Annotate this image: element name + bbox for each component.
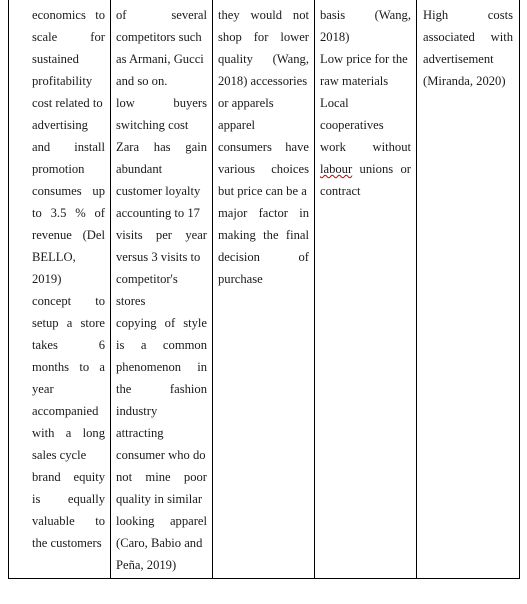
table-cell-column-1 — [9, 0, 111, 578]
cell-text-line: takes 6 — [32, 338, 105, 352]
cell-text-line: accounting to 17 — [116, 206, 200, 220]
cell-text-line: contract — [320, 184, 361, 198]
cell-text-line: accompanied — [32, 404, 99, 418]
cell-text-line: profitability — [32, 74, 93, 88]
cell-text-line: quality in similar — [116, 492, 203, 506]
cell-text-line: switching cost — [116, 118, 189, 132]
cell-text-line: 2019) — [32, 272, 62, 286]
cell-text-line: valuable to — [32, 514, 105, 528]
cell-text-line: basis (Wang, — [320, 8, 411, 22]
cell-text-line: advertising — [32, 118, 88, 132]
cell-text-line: work without — [320, 140, 411, 154]
cell-text-line: not mine poor — [116, 470, 207, 484]
comparison-table — [8, 0, 520, 579]
cell-text-line: but price can be a — [218, 184, 307, 198]
cell-text-line: consumer who do — [116, 448, 206, 462]
cell-text-line: quality (Wang, — [218, 52, 309, 66]
cell-text-line: Local — [320, 96, 349, 110]
cell-text-line: Peña, 2019) — [116, 558, 177, 572]
cell-text-line: BELLO, — [32, 250, 76, 264]
cell-text-line: revenue (Del — [32, 228, 105, 242]
cell-text-line: the customers — [32, 536, 102, 550]
cell-text-line: year — [32, 382, 54, 396]
table-cell-column-4 — [315, 0, 417, 578]
cell-text-line: sustained — [32, 52, 79, 66]
cell-text-line: 2018) accessories — [218, 74, 308, 88]
cell-text-line: labour unions or — [320, 162, 411, 176]
cell-text-line: and install — [32, 140, 105, 154]
cell-text-line: or apparels — [218, 96, 274, 110]
spellcheck-underlined-word: labour — [320, 162, 353, 176]
cell-text-line: is equally — [32, 492, 105, 506]
cell-text-line: competitor's — [116, 272, 178, 286]
cell-text-line: industry — [116, 404, 158, 418]
cell-text-line: sales cycle — [32, 448, 87, 462]
cell-text-line: low buyers — [116, 96, 207, 110]
cell-text-line: decision of — [218, 250, 309, 264]
cell-text-line: is a common — [116, 338, 207, 352]
cell-text-line: to 3.5 % of — [32, 206, 105, 220]
cell-text-line: Low price for the — [320, 52, 408, 66]
cell-text-line: making the final — [218, 228, 309, 242]
cell-text-line: various choices — [218, 162, 309, 176]
cell-text-line: (Caro, Babio and — [116, 536, 203, 550]
cell-text-line: scale for — [32, 30, 105, 44]
cell-text-line: promotion — [32, 162, 85, 176]
cell-text-line: apparel — [218, 118, 256, 132]
cell-text-line: High costs — [423, 8, 513, 22]
cell-text-line: 2018) — [320, 30, 350, 44]
cell-text-line: cooperatives — [320, 118, 384, 132]
cell-text-line: consumes up — [32, 184, 105, 198]
cell-text-line: advertisement — [423, 52, 494, 66]
cell-text-line: customer loyalty — [116, 184, 201, 198]
table-cell-column-3 — [213, 0, 315, 578]
cell-text-line: copying of style — [116, 316, 207, 330]
cell-text-line: visits per year — [116, 228, 207, 242]
cell-text-line: and so on. — [116, 74, 168, 88]
cell-text-line: raw materials — [320, 74, 389, 88]
cell-text-line: abundant — [116, 162, 163, 176]
cell-text-line: versus 3 visits to — [116, 250, 201, 264]
cell-text-line: competitors such — [116, 30, 202, 44]
cell-text-line: phenomenon in — [116, 360, 207, 374]
cell-text-line: of several — [116, 8, 207, 22]
cell-text-line: concept to — [32, 294, 105, 308]
cell-text-line: looking apparel — [116, 514, 207, 528]
cell-text-line: setup a store — [32, 316, 105, 330]
cell-text-line: major factor in — [218, 206, 309, 220]
cell-text-line: economics to — [32, 8, 105, 22]
table-cell-column-5 — [417, 0, 519, 578]
cell-text-line: Zara has gain — [116, 140, 207, 154]
cell-text-line: stores — [116, 294, 146, 308]
cell-text-line: the fashion — [116, 382, 207, 396]
cell-text-line: cost related to — [32, 96, 103, 110]
cell-text-line: purchase — [218, 272, 263, 286]
cell-text-line: shop for lower — [218, 30, 309, 44]
cell-text-line: brand equity — [32, 470, 105, 484]
cell-text-line: consumers have — [218, 140, 309, 154]
cell-text-line: attracting — [116, 426, 164, 440]
cell-text-line: months to a — [32, 360, 105, 374]
table-cell-column-2 — [111, 0, 213, 578]
cell-text-line: with a long — [32, 426, 105, 440]
cell-text-line: (Miranda, 2020) — [423, 74, 506, 88]
cell-text-line: associated with — [423, 30, 513, 44]
cell-text-line: as Armani, Gucci — [116, 52, 204, 66]
cell-text-line: they would not — [218, 8, 309, 22]
